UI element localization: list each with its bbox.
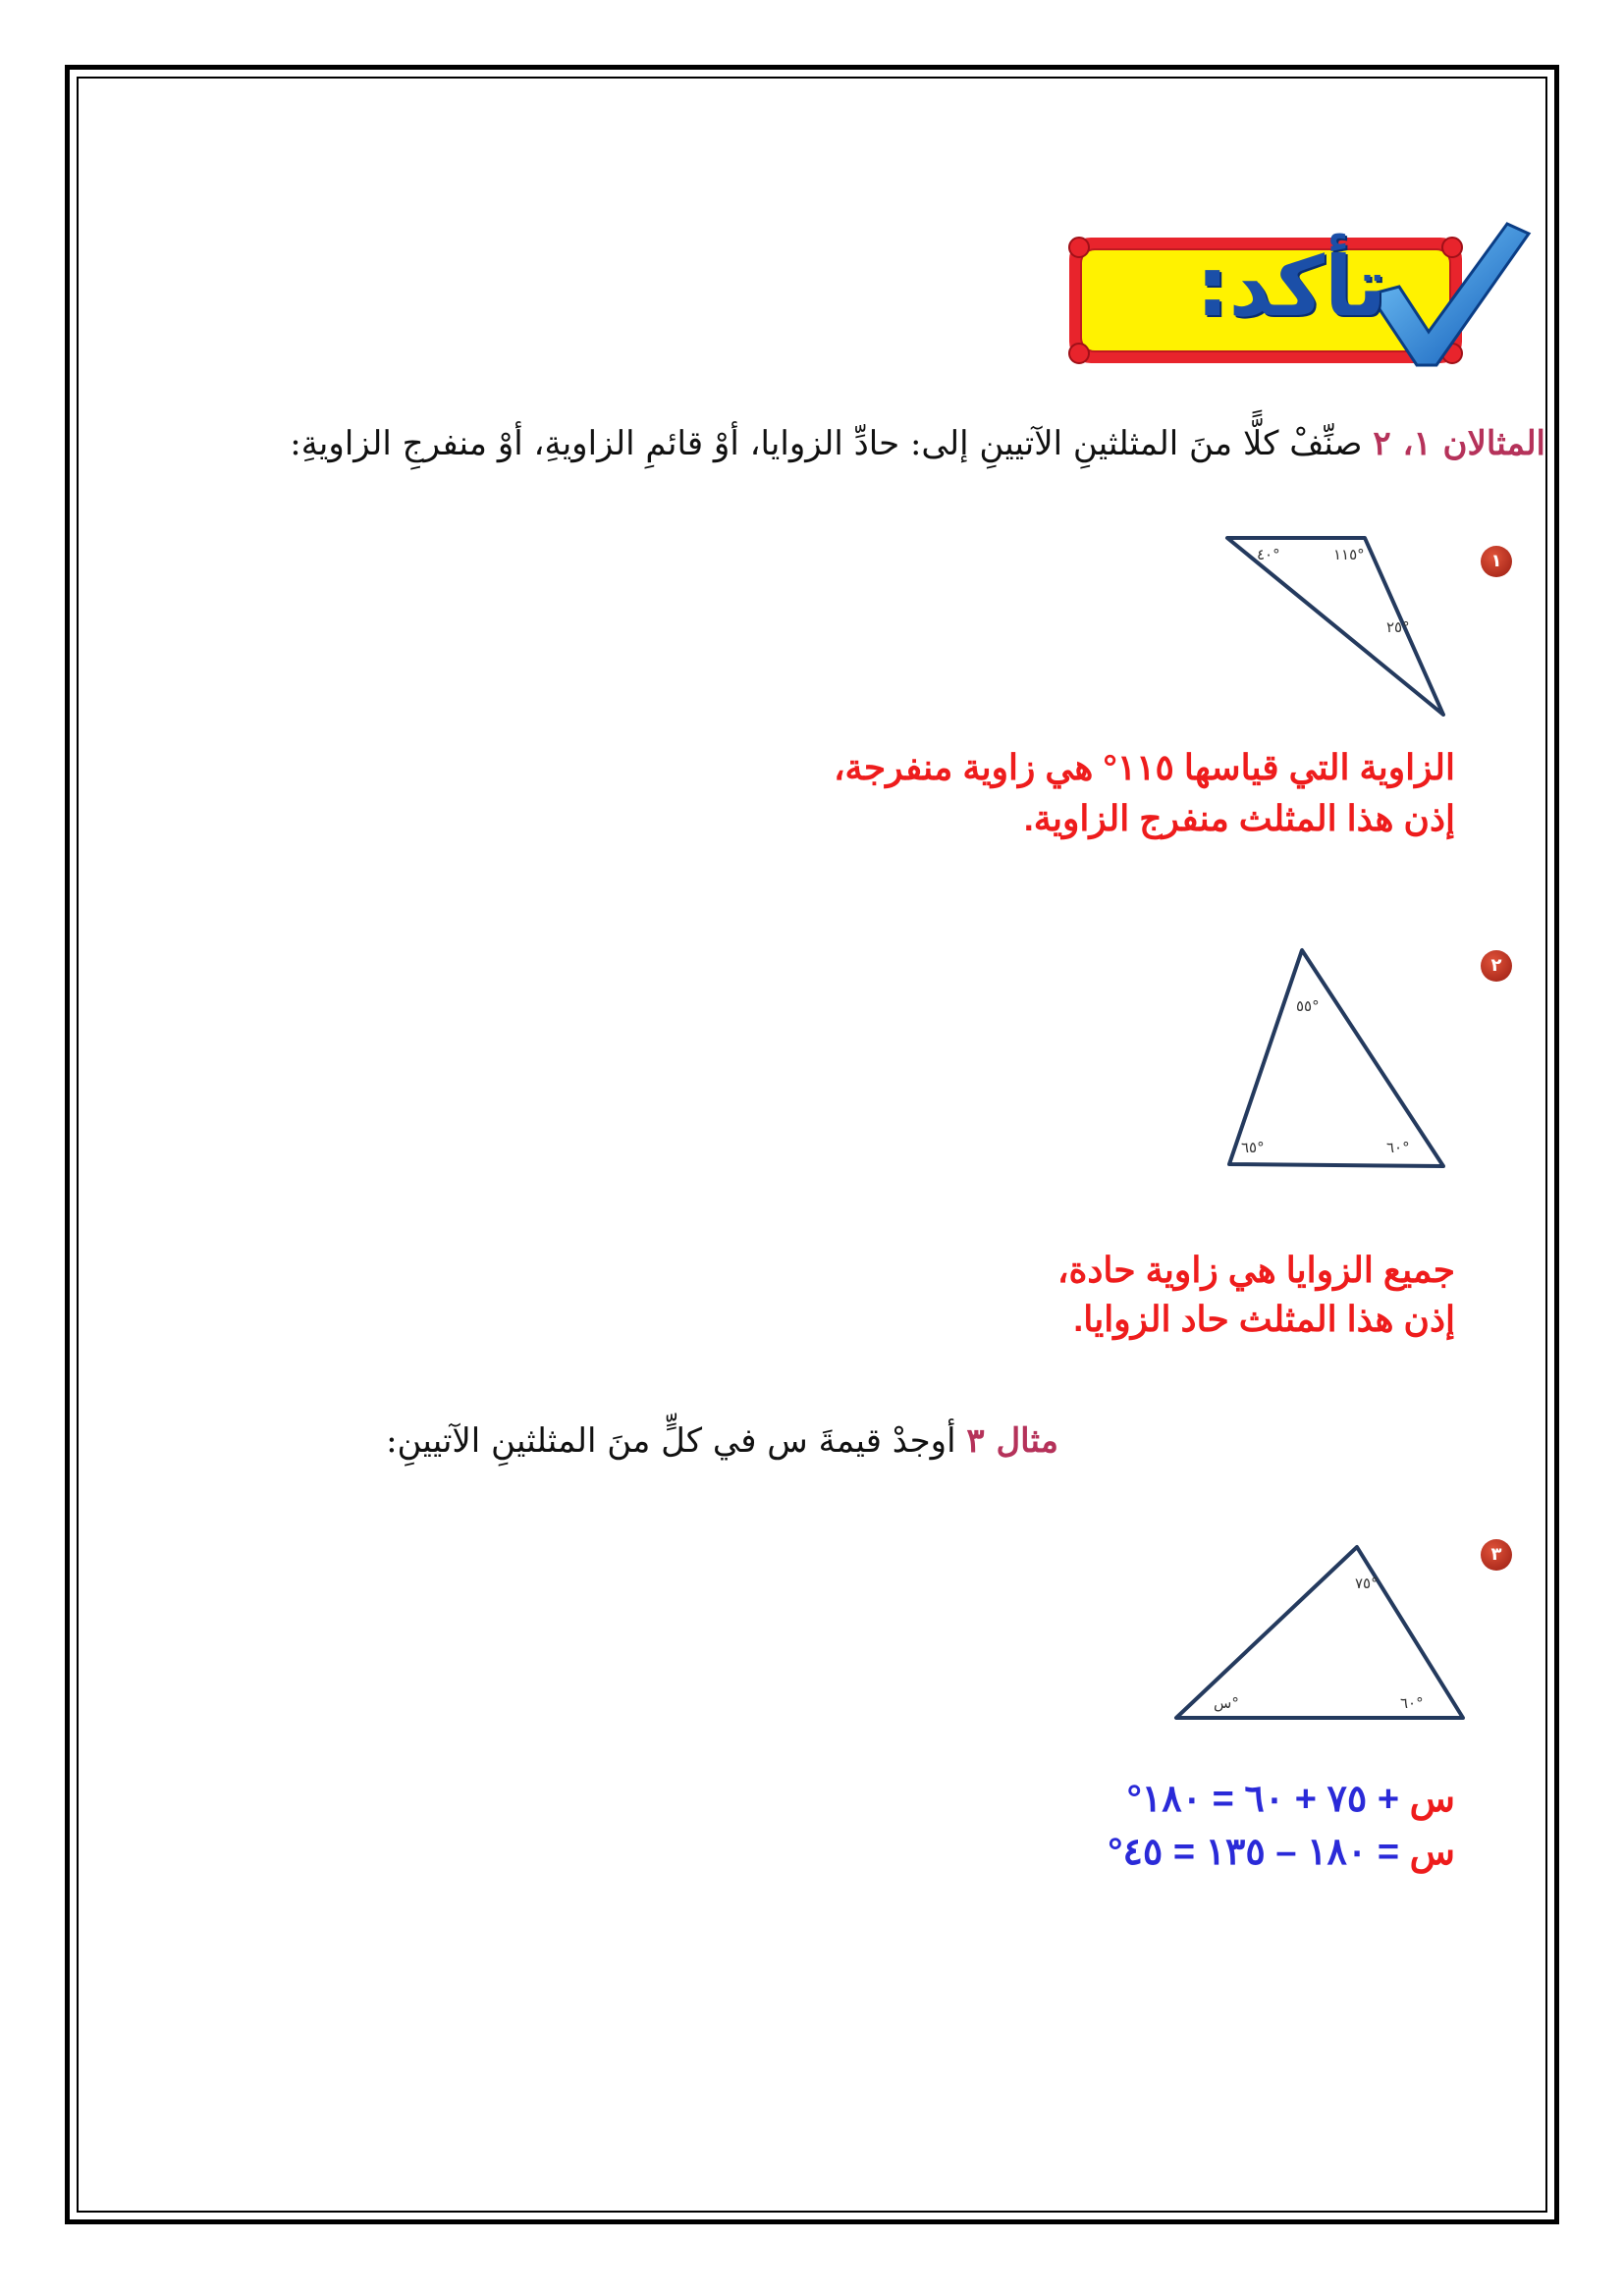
answer-2-line-1: جميع الزوايا هي زاوية حادة، [1056,1250,1455,1290]
section1-instruction: صنِّفْ كلًّا منَ المثلثينِ الآتيينِ إلى: حادِّ الزوايا، أوْ قائمِ الزاويةِ، أوْ منفرجِ الزاويةِ: [290,424,1363,463]
section2-instruction: أوجدْ قيمةَ س في كلٍّ منَ المثلثينِ الآتيينِ: [386,1421,956,1461]
answer-1-line-2: إذن هذا المثلث منفرج الزاوية. [1023,798,1455,838]
equation-2-expression: = ١٨٠ – ١٣٥ = ٤٥° [1108,1832,1400,1873]
triangle-1-angle-b: ١١٥° [1333,546,1365,563]
banner-title: تأكد: [1195,239,1387,335]
triangle-2-angle-left: ٦٥° [1241,1139,1265,1156]
triangle-2 [1218,942,1453,1178]
equation-1-variable: س [1409,1779,1455,1820]
triangle-2-angle-right: ٦٠° [1386,1139,1410,1156]
triangle-1 [1218,530,1453,726]
triangle-2-angle-top: ٥٥° [1296,997,1320,1015]
section2-instruction-line [386,1421,1058,1461]
equation-1 [1127,1775,1455,1824]
equation-2 [1108,1828,1455,1877]
equation-1-expression: + ٧٥ + ٦٠ = ١٨٠° [1126,1779,1400,1820]
section1-instruction-line [290,424,1545,463]
problem-number-badge: ٢ [1481,950,1512,982]
triangle-1-angle-a: ٤٠° [1257,546,1280,563]
problem-number-badge: ٣ [1481,1539,1512,1571]
triangle-3-angle-left: س° [1214,1694,1239,1712]
equation-2-variable: س [1409,1832,1455,1873]
problem-number-badge: ١ [1481,546,1512,577]
triangle-1-angle-c: ٢٥° [1386,618,1410,636]
answer-2-line-2: إذن هذا المثلث حاد الزوايا. [1073,1299,1455,1339]
check-banner [1065,216,1537,368]
triangle-3 [1168,1541,1473,1728]
section1-label: المثالان ١، ٢ [1373,424,1545,463]
section2-label: مثال ٣ [966,1421,1058,1461]
triangle-3-angle-top: ٧٥° [1355,1575,1379,1592]
answer-1-line-1: الزاوية التي قياسها ١١٥° هي زاوية منفرجة، [833,747,1455,787]
triangle-3-angle-right: ٦٠° [1400,1694,1424,1712]
